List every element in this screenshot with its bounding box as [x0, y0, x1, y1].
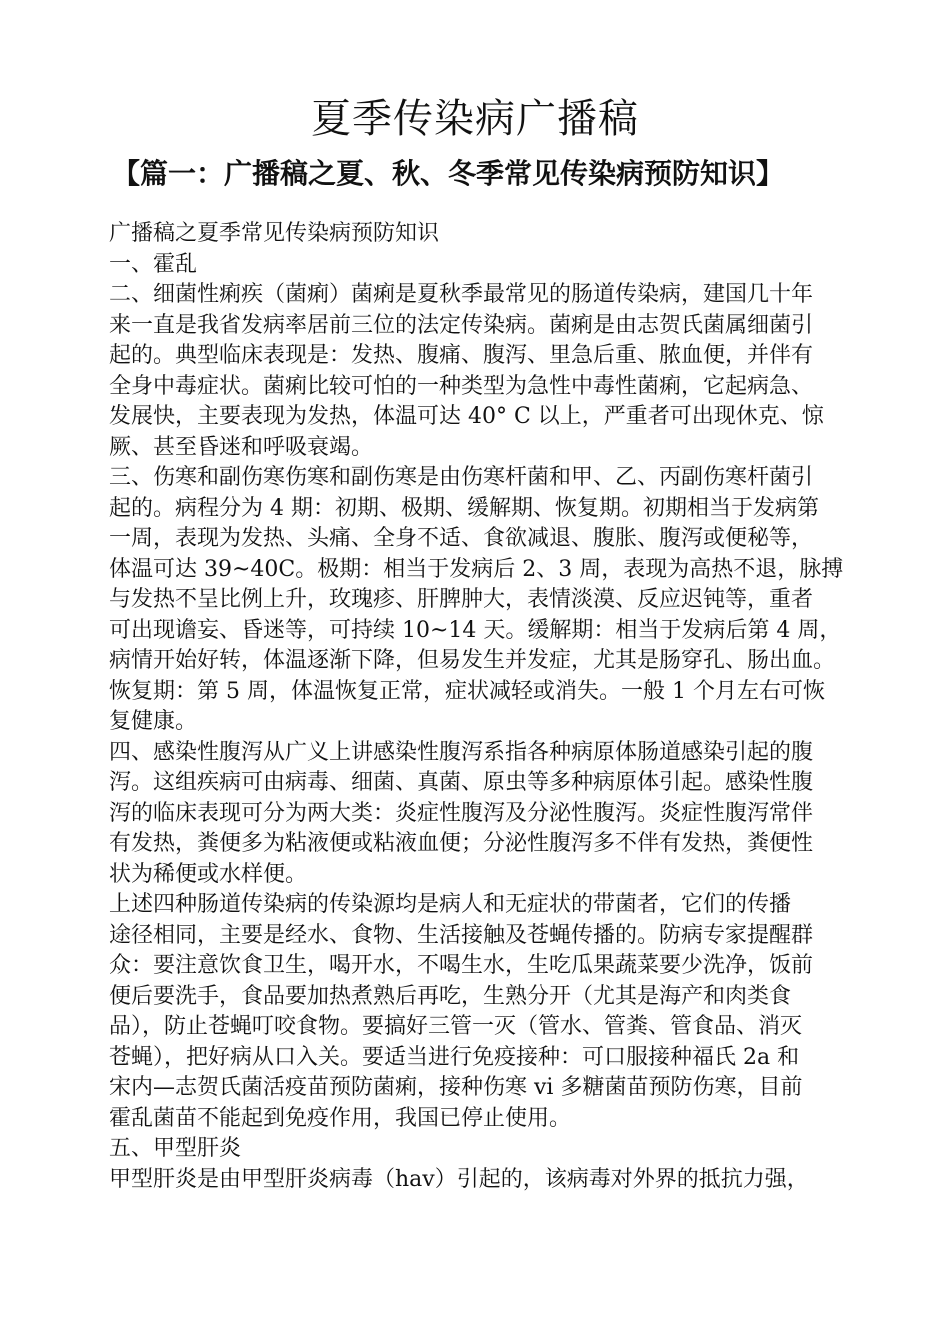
body-line: 二、细菌性痢疾（菌痢）菌痢是夏秋季最常见的肠道传染病，建国几十年 [109, 282, 814, 307]
document-body [109, 219, 879, 1195]
body-line: 与发热不呈比例上升，玫瑰疹、肝脾肿大，表情淡漠、反应迟钝等，重者 [109, 587, 814, 612]
body-line: 三、伤寒和副伤寒伤寒和副伤寒是由伤寒杆菌和甲、乙、丙副伤寒杆菌引 [109, 465, 814, 490]
body-line: 全身中毒症状。菌痢比较可怕的一种类型为急性中毒性菌痢，它起病急、 [109, 373, 814, 399]
body-line: 霍乱菌苗不能起到免疫作用，我国已停止使用。 [109, 1105, 572, 1131]
body-line: 起的。典型临床表现是：发热、腹痛、腹泻、里急后重、脓血便，并伴有 [109, 343, 814, 368]
body-line: 可出现谵妄、昏迷等，可持续 10~14 天。缓解期：相当于发病后第 4 周， [109, 617, 842, 643]
body-line: 苍蝇），把好病从口入关。要适当进行免疫接种：可口服接种福氏 2a 和 [109, 1044, 800, 1070]
document-subtitle: 【篇一：广播稿之夏、秋、冬季常见传染病预防知识】 [112, 157, 785, 190]
body-line: 有发热，粪便多为粘液便或粘液血便；分泌性腹泻多不伴有发热，粪便性 [109, 831, 814, 856]
body-line: 便后要洗手，食品要加热煮熟后再吃，生熟分开（尤其是海产和肉类食 [109, 983, 792, 1009]
document-title: 夏季传染病广播稿 [311, 96, 639, 142]
body-line: 体温可达 39~40C。极期：相当于发病后 2、3 周，表现为高热不退，脉搏 [109, 556, 844, 582]
body-line: 来一直是我省发病率居前三位的法定传染病。菌痢是由志贺氏菌属细菌引 [109, 312, 814, 338]
body-line: 甲型肝炎是由甲型肝炎病毒（hav）引起的，该病毒对外界的抵抗力强， [109, 1166, 809, 1192]
body-line: 复健康。 [109, 709, 198, 734]
body-line: 众：要注意饮食卫生，喝开水，不喝生水，生吃瓜果蔬菜要少洗净，饭前 [109, 953, 814, 978]
body-line: 五、甲型肝炎 [109, 1136, 242, 1161]
body-line: 途径相同，主要是经水、食物、生活接触及苍蝇传播的。防病专家提醒群 [109, 922, 814, 948]
body-line: 一周，表现为发热、头痛、全身不适、食欲减退、腹胀、腹泻或便秘等， [109, 526, 814, 551]
body-line: 病情开始好转，体温逐渐下降，但易发生并发症，尤其是肠穿孔、肠出血。 [109, 648, 836, 673]
body-line: 宋内—志贺氏菌活疫苗预防菌痢，接种伤寒 vi 多糖菌苗预防伤寒，目前 [109, 1075, 803, 1100]
body-line: 状为稀便或水样便。 [109, 861, 308, 887]
body-line: 上述四种肠道传染病的传染源均是病人和无症状的带菌者，它们的传播 [109, 892, 792, 917]
body-line: 泻的临床表现可分为两大类：炎症性腹泻及分泌性腹泻。炎症性腹泻常伴 [109, 800, 814, 826]
body-line: 四、感染性腹泻从广义上讲感染性腹泻系指各种病原体肠道感染引起的腹 [109, 739, 814, 765]
body-line: 起的。病程分为 4 期：初期、极期、缓解期、恢复期。初期相当于发病第 [109, 495, 819, 521]
body-line: 一、霍乱 [109, 251, 198, 277]
body-line: 发展快，主要表现为发热，体温可达 40° C 以上，严重者可出现休克、惊 [109, 404, 824, 429]
body-line: 广播稿之夏季常见传染病预防知识 [109, 221, 440, 246]
body-line: 泻。这组疾病可由病毒、细菌、真菌、原虫等多种病原体引起。感染性腹 [109, 770, 814, 795]
body-line: 厥、甚至昏迷和呼吸衰竭。 [109, 434, 374, 460]
body-line: 恢复期：第 5 周，体温恢复正常，症状减轻或消失。一般 1 个月左右可恢 [109, 678, 825, 704]
body-line: 品），防止苍蝇叮咬食物。要搞好三管一灭（管水、管粪、管食品、消灭 [109, 1014, 803, 1039]
